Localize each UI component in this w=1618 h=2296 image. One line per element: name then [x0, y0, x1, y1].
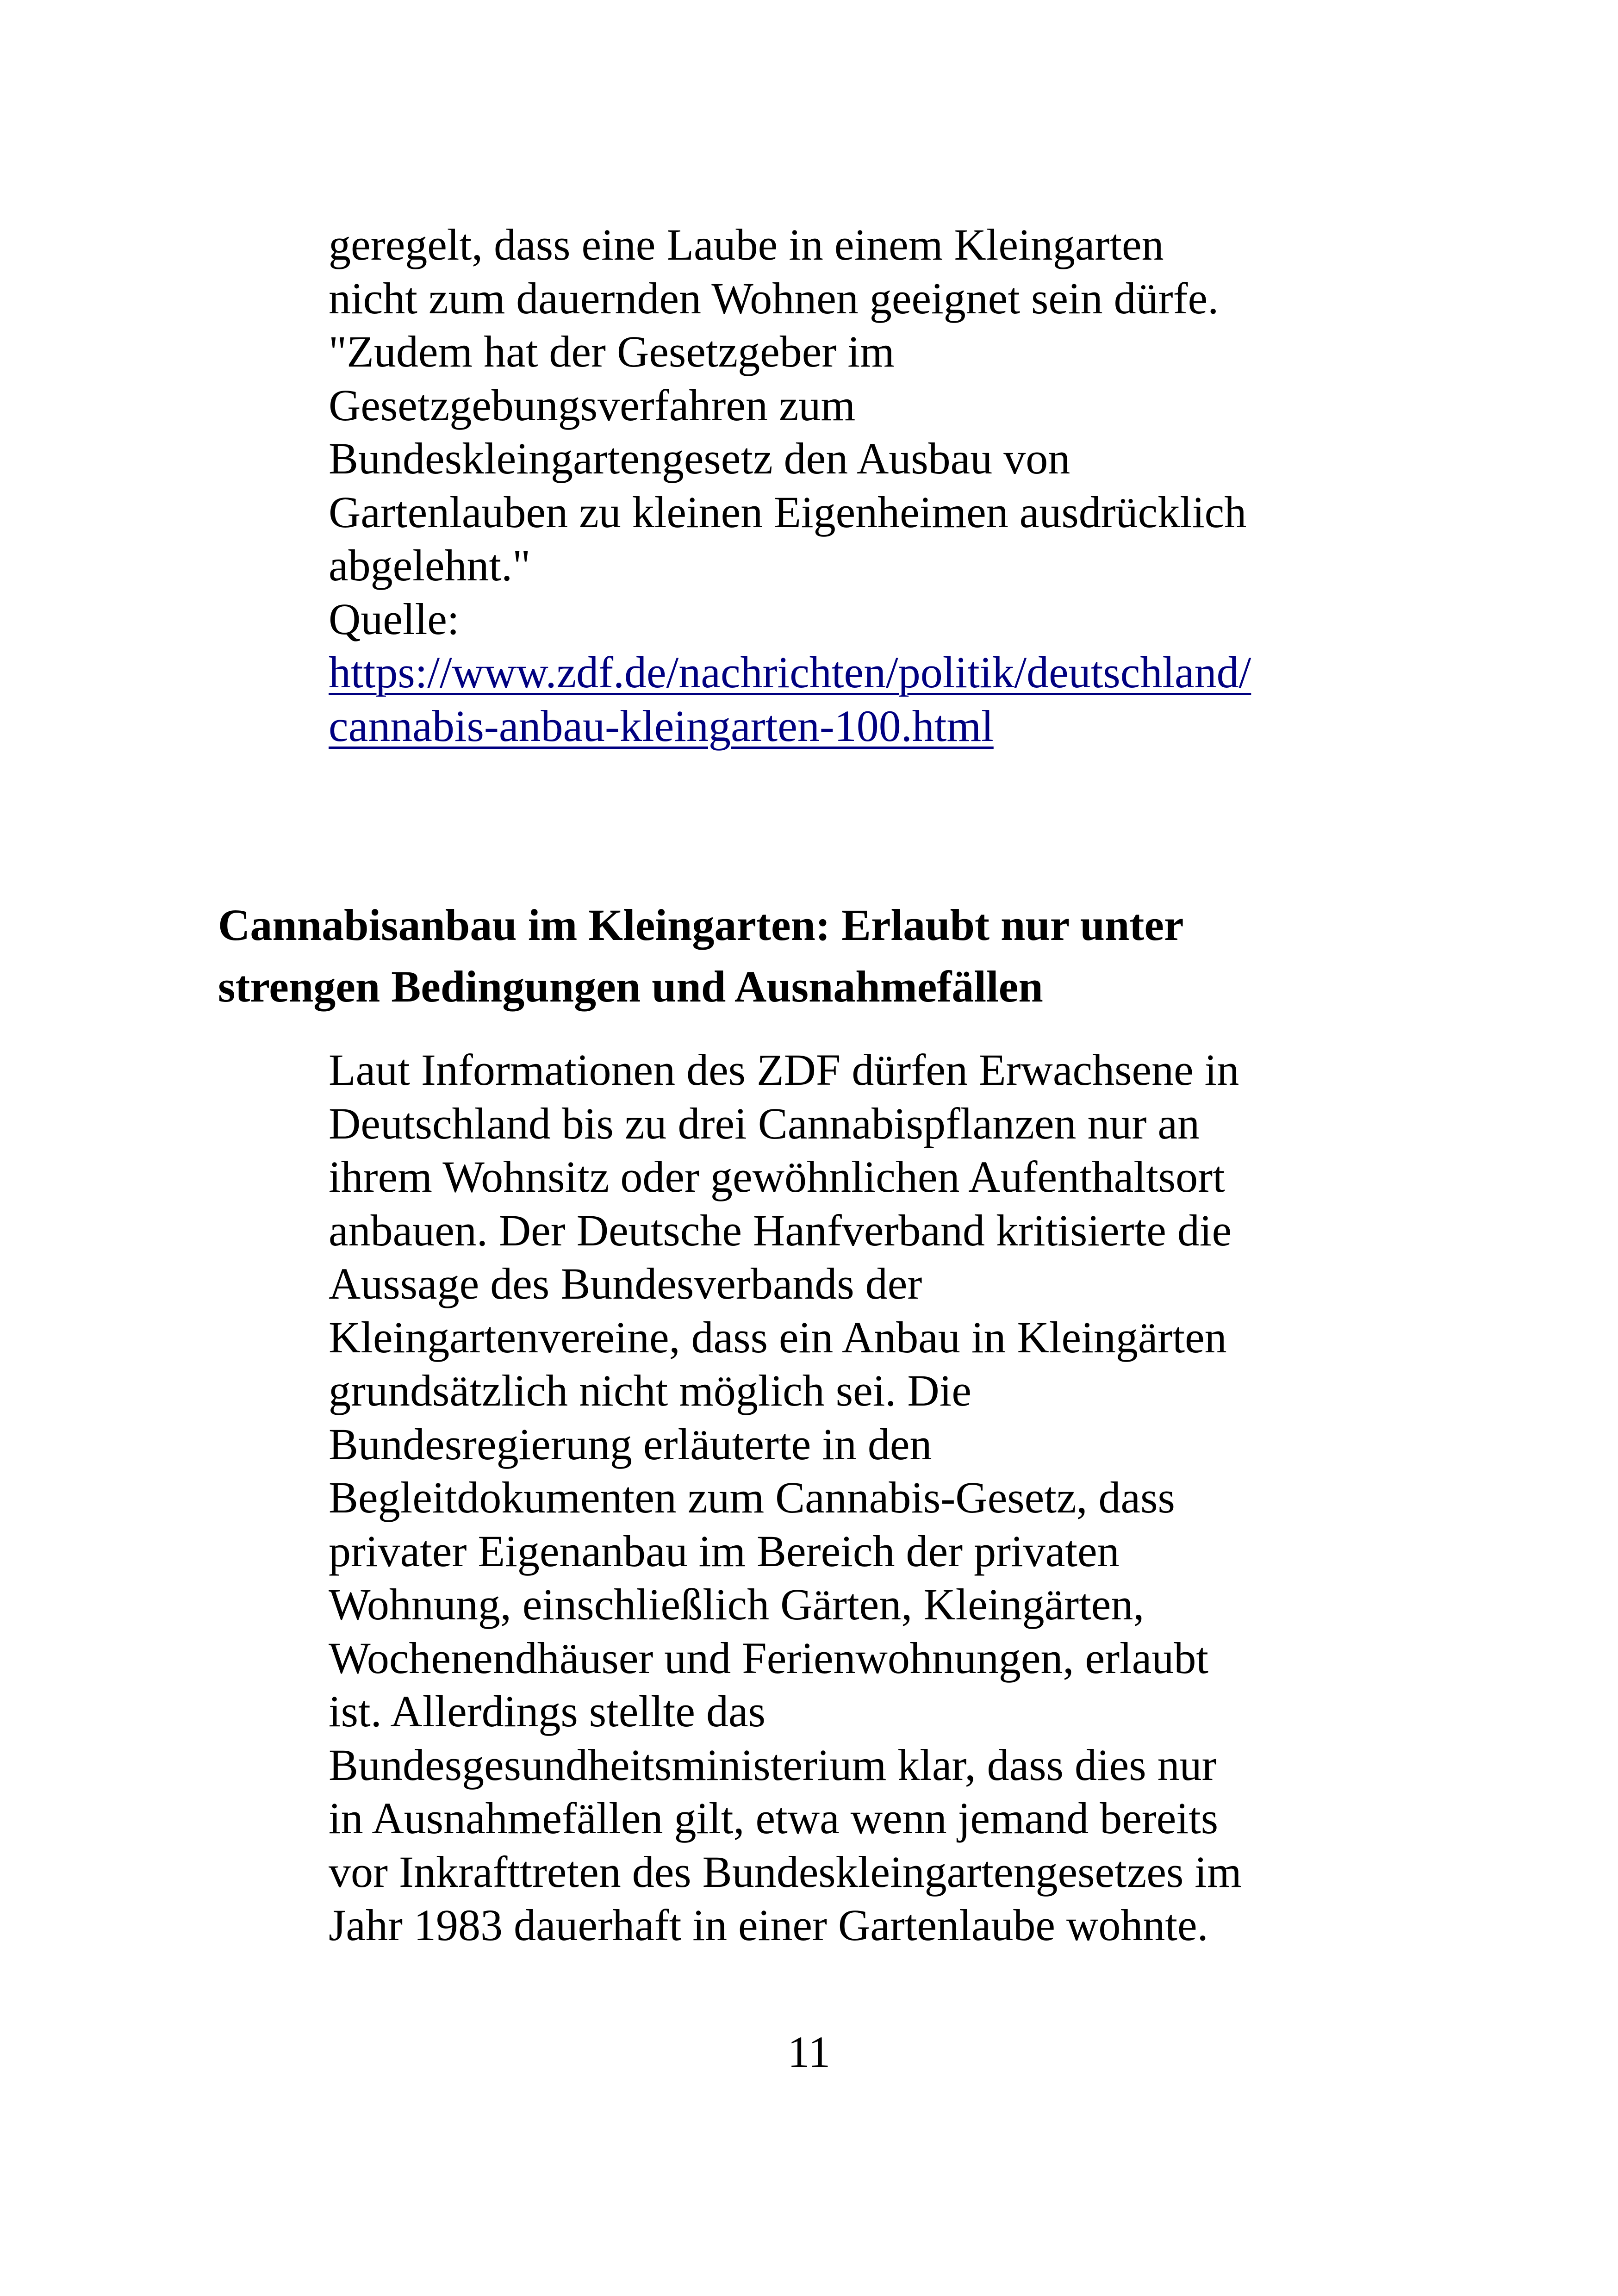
paragraph-line: Jahr 1983 dauerhaft in einer Gartenlaube wohnte.	[329, 1900, 1208, 1950]
source-link[interactable]	[329, 646, 1301, 699]
paragraph-line: geregelt, dass eine Laube in einem Kleingarten	[329, 220, 1164, 269]
paragraph-line: Bundesregierung erläuterte in den	[329, 1419, 932, 1469]
paragraph-line: nicht zum dauernden Wohnen geeignet sein dürfe.	[329, 273, 1219, 323]
source-label: Quelle:	[329, 594, 460, 644]
source-link-line[interactable]: https://www.zdf.de/nachrichten/politik/deutschland/	[329, 647, 1251, 697]
paragraph-line: "Zudem hat der Gesetzgeber im	[329, 327, 895, 376]
paragraph-line: Wohnung, einschließlich Gärten, Kleingärten,	[329, 1580, 1145, 1629]
paragraph-line: grundsätzlich nicht möglich sei. Die	[329, 1366, 971, 1415]
section-body-paragraph	[329, 1043, 1301, 1952]
paragraph-line: in Ausnahmefällen gilt, etwa wenn jemand bereits	[329, 1793, 1219, 1843]
paragraph-line: privater Eigenanbau im Bereich der privaten	[329, 1526, 1120, 1576]
paragraph-line: Begleitdokumenten zum Cannabis-Gesetz, dass	[329, 1473, 1175, 1522]
paragraph-line: Kleingartenvereine, dass ein Anbau in Kleingärten	[329, 1312, 1227, 1362]
paragraph-line: Gesetzgebungsverfahren zum	[329, 380, 856, 430]
paragraph-line: Bundesgesundheitsministerium klar, dass dies nur	[329, 1740, 1217, 1790]
section-heading-line: strengen Bedingungen und Ausnahmefällen	[218, 962, 1043, 1011]
paragraph-line: Aussage des Bundesverbands der	[329, 1259, 922, 1308]
paragraph-line: abgelehnt."	[329, 541, 531, 590]
page-number: 11	[787, 2027, 831, 2077]
source-link-line[interactable]: cannabis-anbau-kleingarten-100.html	[329, 701, 994, 751]
paragraph-line: Gartenlauben zu kleinen Eigenheimen ausdrücklich	[329, 487, 1247, 537]
paragraph-line: anbauen. Der Deutsche Hanfverband kritisierte die	[329, 1205, 1232, 1255]
source-link-continued[interactable]	[329, 699, 1301, 753]
paragraph-line: Bundeskleingartengesetz den Ausbau von	[329, 434, 1070, 483]
continuation-paragraph	[329, 218, 1301, 753]
paragraph-line: Laut Informationen des ZDF dürfen Erwachsene in	[329, 1045, 1239, 1095]
section-heading	[218, 894, 1329, 1017]
paragraph-line: Deutschland bis zu drei Cannabispflanzen nur an	[329, 1098, 1200, 1148]
paragraph-line: Wochenendhäuser und Ferienwohnungen, erlaubt	[329, 1633, 1209, 1683]
paragraph-line: ihrem Wohnsitz oder gewöhnlichen Aufenthaltsort	[329, 1152, 1225, 1201]
paragraph-line: vor Inkrafttreten des Bundeskleingartengesetzes im	[329, 1847, 1242, 1897]
paragraph-line: ist. Allerdings stellte das	[329, 1686, 765, 1736]
section-heading-line: Cannabisanbau im Kleingarten: Erlaubt nur unter	[218, 900, 1184, 950]
